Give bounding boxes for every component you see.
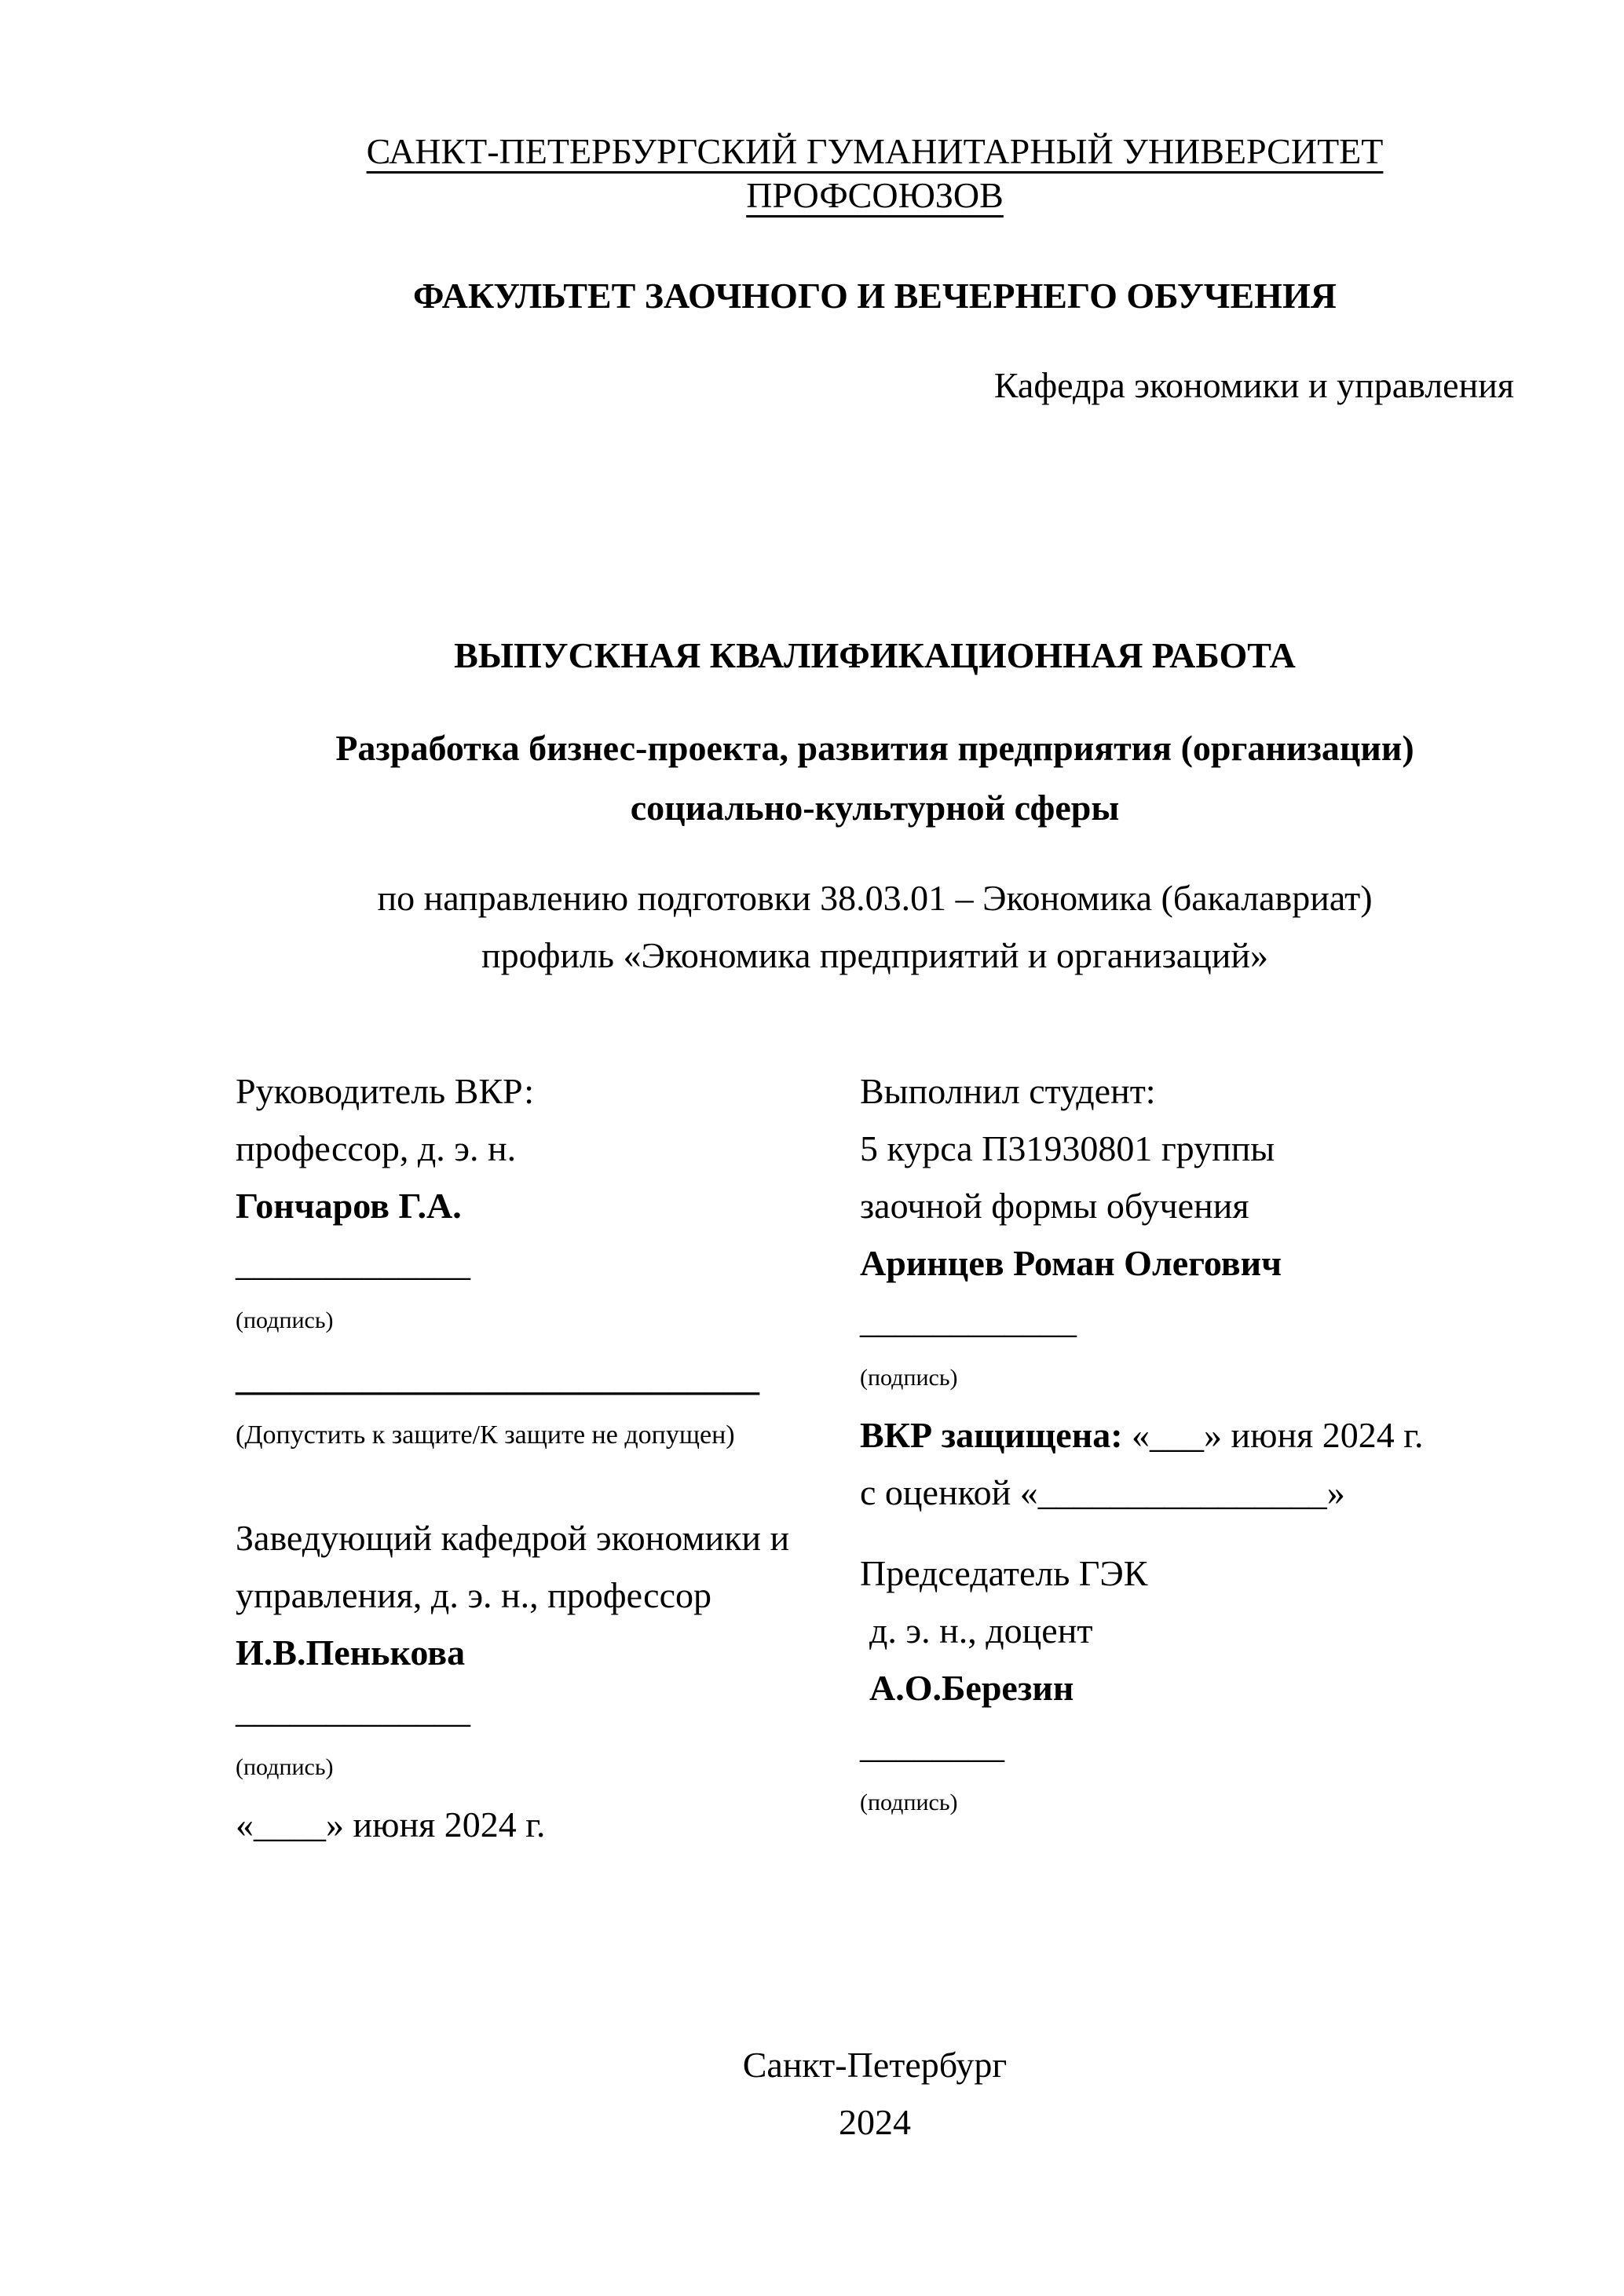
university-name: САНКТ-ПЕТЕРБУРГСКИЙ ГУМАНИТАРНЫЙ УНИВЕРСИТЕТ ПРОФСОЮЗОВ (366, 131, 1384, 215)
supervisor-signature-caption: (подпись) (236, 1307, 334, 1333)
department-head-signature-caption: (подпись) (236, 1754, 334, 1780)
faculty-name: ФАКУЛЬТЕТ ЗАОЧНОГО И ВЕЧЕРНЕГО ОБУЧЕНИЯ (413, 276, 1337, 316)
supervisor-label: Руководитель ВКР: (236, 1071, 535, 1111)
student-name: Аринцев Роман Олегович (860, 1243, 1282, 1283)
supervisor-column (236, 1062, 860, 1853)
chairman-signature-caption: (подпись) (860, 1790, 958, 1815)
study-program-line1: по направлению подготовки 38.03.01 – Экономика (бакалавриат) (377, 878, 1373, 918)
footer-city: Санкт-Петербург (742, 2045, 1008, 2085)
chairman-degree: д. э. н., доцент (869, 1610, 1093, 1651)
admission-caption: (Допустить к защите/К защите не допущен) (236, 1420, 735, 1450)
chairman-name: А.О.Березин (869, 1668, 1074, 1708)
thesis-topic (236, 718, 1514, 838)
chairman-label: Председатель ГЭК (860, 1553, 1148, 1593)
department-head-title-line1: Заведующий кафедрой экономики и (236, 1518, 790, 1558)
supervisor-signature-line: _____________ (236, 1243, 470, 1283)
student-label: Выполнил студент: (860, 1071, 1156, 1111)
footer-year: 2024 (839, 2102, 911, 2142)
work-type-title: ВЫПУСКНАЯ КВАЛИФИКАЦИОННАЯ РАБОТА (454, 635, 1296, 675)
department-head-signature-line: _____________ (236, 1690, 470, 1730)
defense-status-line (860, 1406, 1514, 1464)
department-head-block (236, 1509, 860, 1853)
thesis-topic-line1: Разработка бизнес-проекта, развития предприятия (организации) (335, 728, 1414, 768)
signature-columns (236, 1062, 1514, 1853)
department-head-name: И.В.Пенькова (236, 1632, 466, 1673)
student-signature-caption: (подпись) (860, 1365, 958, 1391)
study-program (236, 869, 1514, 984)
defense-grade-line: с оценкой «________________» (860, 1472, 1345, 1512)
study-program-line2: профиль «Экономика предприятий и организаций» (481, 935, 1269, 975)
defense-status-label: ВКР защищена: (860, 1415, 1123, 1455)
department-head-title-line2: управления, д. э. н., профессор (236, 1575, 711, 1615)
supervisor-degree: профессор, д. э. н. (236, 1128, 517, 1168)
student-course-group: 5 курса П31930801 группы (860, 1128, 1275, 1168)
defense-status-date: «___» июня 2024 г. (1132, 1415, 1424, 1455)
footer-block (236, 2036, 1514, 2151)
thesis-topic-line2: социально-культурной сферы (630, 788, 1120, 828)
student-column (860, 1062, 1514, 1853)
student-study-form: заочной формы обучения (860, 1186, 1249, 1226)
supervisor-name: Гончаров Г.А. (236, 1186, 462, 1226)
student-signature-line: ____________ (860, 1300, 1077, 1340)
department-name: Кафедра экономики и управления (993, 365, 1514, 405)
admission-blank-line: _____________________________ (236, 1358, 759, 1398)
chairman-signature-line: ________ (860, 1725, 1004, 1765)
admission-date-line: «____» июня 2024 г. (236, 1804, 546, 1844)
chairman-block (860, 1545, 1514, 1831)
